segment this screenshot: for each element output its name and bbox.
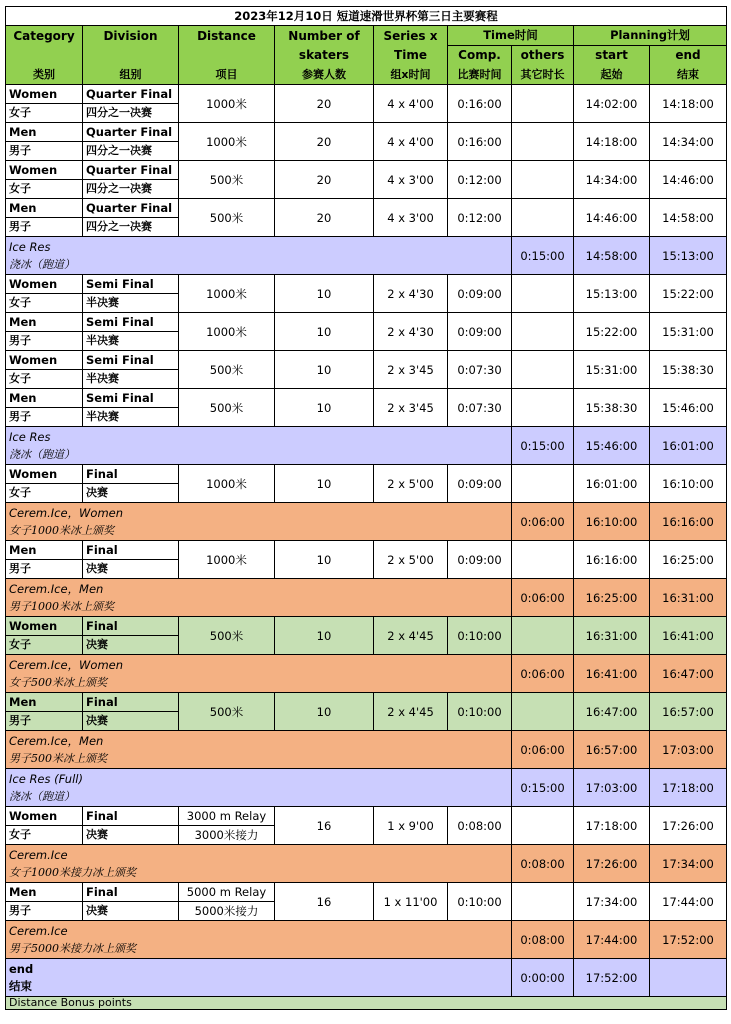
series-cell: 2 x 3'45 — [374, 389, 448, 427]
others-cell — [512, 389, 574, 427]
band-label-zh: 浇冰（跑道） — [9, 447, 75, 461]
start-cell: 16:01:00 — [574, 465, 650, 503]
comp-time-cell: 0:10:00 — [448, 617, 512, 655]
start-cell: 15:31:00 — [574, 351, 650, 389]
series-cell: 4 x 3'00 — [374, 161, 448, 199]
category-en: Men — [6, 199, 82, 218]
start-cell: 16:16:00 — [574, 541, 650, 579]
footer-row — [6, 997, 727, 1010]
header-end: end 结束 — [650, 46, 727, 85]
band-label-zh: 男子1000米冰上颁奖 — [9, 599, 114, 613]
comp-time-cell: 0:09:00 — [448, 275, 512, 313]
division-en: Final — [83, 617, 178, 636]
series-cell: 4 x 4'00 — [374, 123, 448, 161]
category-cell — [6, 313, 83, 351]
band-label-cell — [6, 579, 512, 617]
event-row — [6, 313, 727, 351]
division-zh: 四分之一决赛 — [86, 220, 152, 233]
category-zh: 男子 — [9, 144, 31, 157]
division-cell — [83, 541, 179, 579]
skaters-cell: 10 — [275, 465, 374, 503]
event-row — [6, 389, 727, 427]
others-cell — [512, 541, 574, 579]
start-cell: 17:44:00 — [574, 921, 650, 959]
others-cell: 0:06:00 — [512, 655, 574, 693]
header-planning-group: Planning计划 — [574, 26, 727, 46]
category-en: Women — [6, 275, 82, 294]
distance-cell: 500米 — [179, 351, 275, 389]
header-start: start 起始 — [574, 46, 650, 85]
end-cell: 17:44:00 — [650, 883, 727, 921]
header-division: Division 组别 — [83, 26, 179, 85]
end-cell: 14:34:00 — [650, 123, 727, 161]
start-cell: 16:57:00 — [574, 731, 650, 769]
others-cell — [512, 313, 574, 351]
end-label-zh: 结束 — [9, 978, 32, 993]
comp-time-cell: 0:16:00 — [448, 123, 512, 161]
category-zh: 女子 — [9, 182, 31, 195]
schedule-sheet — [5, 6, 726, 1010]
start-cell: 17:18:00 — [574, 807, 650, 845]
ceremony-row — [6, 655, 727, 693]
others-cell — [512, 161, 574, 199]
event-row — [6, 351, 727, 389]
category-en: Men — [6, 313, 82, 332]
skaters-cell: 20 — [275, 123, 374, 161]
division-en: Semi Final — [83, 351, 178, 370]
series-cell: 2 x 4'30 — [374, 275, 448, 313]
band-label-en: Cerem.Ice，Men — [9, 733, 104, 748]
ceremony-row — [6, 579, 727, 617]
division-en: Final — [83, 693, 178, 712]
others-cell — [512, 807, 574, 845]
category-cell — [6, 85, 83, 123]
category-zh: 女子 — [9, 296, 31, 309]
category-zh: 女子 — [9, 638, 31, 651]
ceremony-row — [6, 731, 727, 769]
end-cell: 16:16:00 — [650, 503, 727, 541]
event-row — [6, 85, 727, 123]
band-label-cell — [6, 237, 512, 275]
distance-cell: 500米 — [179, 693, 275, 731]
category-cell — [6, 807, 83, 845]
band-label-cell — [6, 921, 512, 959]
series-cell: 2 x 5'00 — [374, 541, 448, 579]
others-cell: 0:15:00 — [512, 769, 574, 807]
division-cell — [83, 617, 179, 655]
division-en: Final — [83, 465, 178, 484]
category-en: Men — [6, 123, 82, 142]
end-label-cell — [6, 959, 512, 997]
distance-cell: 1000米 — [179, 541, 275, 579]
others-cell — [512, 275, 574, 313]
start-cell: 16:31:00 — [574, 617, 650, 655]
category-en: Women — [6, 465, 82, 484]
comp-time-cell: 0:12:00 — [448, 199, 512, 237]
others-cell — [512, 85, 574, 123]
category-en: Men — [6, 389, 82, 408]
start-cell: 14:18:00 — [574, 123, 650, 161]
skaters-cell: 10 — [275, 313, 374, 351]
band-label-en: Cerem.Ice，Women — [9, 505, 124, 520]
category-en: Women — [6, 617, 82, 636]
category-zh: 女子 — [9, 106, 31, 119]
header-time-group: Time时间 — [448, 26, 574, 46]
end-cell: 15:46:00 — [650, 389, 727, 427]
band-label-zh: 男子500米冰上颁奖 — [9, 751, 107, 765]
band-label-cell — [6, 769, 512, 807]
end-label-en: end — [9, 961, 34, 976]
event-row — [6, 883, 727, 921]
end-cell: 16:10:00 — [650, 465, 727, 503]
event-row — [6, 541, 727, 579]
category-cell — [6, 161, 83, 199]
comp-time-cell: 0:12:00 — [448, 161, 512, 199]
end-cell: 14:46:00 — [650, 161, 727, 199]
division-cell — [83, 465, 179, 503]
others-cell — [512, 123, 574, 161]
others-cell: 0:06:00 — [512, 731, 574, 769]
division-zh: 四分之一决赛 — [86, 182, 152, 195]
event-row — [6, 275, 727, 313]
category-cell — [6, 275, 83, 313]
event-row — [6, 617, 727, 655]
band-label-en: Ice Res — [9, 239, 51, 254]
division-en: Quarter Final — [83, 199, 178, 218]
category-zh: 女子 — [9, 372, 31, 385]
start-cell: 16:10:00 — [574, 503, 650, 541]
series-cell: 2 x 4'45 — [374, 617, 448, 655]
skaters-cell: 16 — [275, 807, 374, 845]
division-en: Semi Final — [83, 313, 178, 332]
division-cell — [83, 85, 179, 123]
end-cell: 15:38:30 — [650, 351, 727, 389]
start-cell: 14:58:00 — [574, 237, 650, 275]
start-cell: 14:34:00 — [574, 161, 650, 199]
division-zh: 四分之一决赛 — [86, 144, 152, 157]
band-label-zh: 浇冰（跑道） — [9, 789, 75, 803]
end-cell: 17:18:00 — [650, 769, 727, 807]
end-cell: 16:57:00 — [650, 693, 727, 731]
division-zh: 半决赛 — [86, 334, 119, 347]
end-row — [6, 959, 727, 997]
skaters-cell: 10 — [275, 693, 374, 731]
end-cell: 16:47:00 — [650, 655, 727, 693]
ceremony-row — [6, 921, 727, 959]
others-cell — [512, 351, 574, 389]
header-comp: Comp. 比赛时间 — [448, 46, 512, 85]
event-row — [6, 161, 727, 199]
distance-en: 3000 m Relay — [179, 807, 274, 826]
header-skaters: Number of skaters 参赛人数 — [275, 26, 374, 85]
category-zh: 男子 — [9, 334, 31, 347]
band-label-en: Ice Res — [9, 429, 51, 444]
end-cell: 16:01:00 — [650, 427, 727, 465]
ice-resurface-row — [6, 427, 727, 465]
start-cell: 17:03:00 — [574, 769, 650, 807]
series-cell: 1 x 11'00 — [374, 883, 448, 921]
division-en: Quarter Final — [83, 123, 178, 142]
start-cell: 16:47:00 — [574, 693, 650, 731]
footer-note: Distance Bonus points — [6, 997, 727, 1010]
division-cell — [83, 351, 179, 389]
others-cell: 0:15:00 — [512, 237, 574, 275]
category-zh: 男子 — [9, 714, 31, 727]
band-label-cell — [6, 655, 512, 693]
distance-en: 5000 m Relay — [179, 883, 274, 902]
band-label-cell — [6, 503, 512, 541]
division-en: Final — [83, 541, 178, 560]
distance-cell: 1000米 — [179, 465, 275, 503]
event-row — [6, 123, 727, 161]
event-row — [6, 465, 727, 503]
division-en: Quarter Final — [83, 161, 178, 180]
header-series: Series x Time 组x时间 — [374, 26, 448, 85]
end-cell — [650, 959, 727, 997]
event-row — [6, 199, 727, 237]
distance-cell: 500米 — [179, 617, 275, 655]
end-cell: 17:03:00 — [650, 731, 727, 769]
skaters-cell: 10 — [275, 351, 374, 389]
category-cell — [6, 883, 83, 921]
comp-time-cell: 0:09:00 — [448, 541, 512, 579]
end-cell: 16:31:00 — [650, 579, 727, 617]
others-cell: 0:08:00 — [512, 845, 574, 883]
division-cell — [83, 123, 179, 161]
event-row — [6, 807, 727, 845]
end-cell: 17:52:00 — [650, 921, 727, 959]
distance-zh: 5000米接力 — [194, 904, 259, 918]
end-cell: 14:18:00 — [650, 85, 727, 123]
band-label-zh: 男子5000米接力冰上颁奖 — [9, 941, 136, 955]
end-cell: 16:25:00 — [650, 541, 727, 579]
band-label-zh: 浇冰（跑道） — [9, 257, 75, 271]
division-zh: 决赛 — [86, 904, 108, 917]
category-en: Men — [6, 883, 82, 902]
band-label-en: Cerem.Ice，Women — [9, 657, 124, 672]
series-cell: 4 x 4'00 — [374, 85, 448, 123]
comp-time-cell: 0:07:30 — [448, 351, 512, 389]
start-cell: 14:46:00 — [574, 199, 650, 237]
skaters-cell: 20 — [275, 161, 374, 199]
others-cell — [512, 199, 574, 237]
series-cell: 1 x 9'00 — [374, 807, 448, 845]
division-zh: 决赛 — [86, 638, 108, 651]
distance-cell: 500米 — [179, 199, 275, 237]
header-category: Category 类别 — [6, 26, 83, 85]
ice-resurface-row — [6, 237, 727, 275]
start-cell: 17:34:00 — [574, 883, 650, 921]
distance-cell: 1000米 — [179, 275, 275, 313]
others-cell: 0:00:00 — [512, 959, 574, 997]
category-en: Women — [6, 161, 82, 180]
comp-time-cell: 0:08:00 — [448, 807, 512, 845]
division-cell — [83, 693, 179, 731]
others-cell — [512, 617, 574, 655]
end-cell: 15:31:00 — [650, 313, 727, 351]
category-cell — [6, 389, 83, 427]
others-cell: 0:06:00 — [512, 579, 574, 617]
skaters-cell: 16 — [275, 883, 374, 921]
distance-zh: 3000米接力 — [194, 828, 259, 842]
category-en: Women — [6, 351, 82, 370]
skaters-cell: 10 — [275, 389, 374, 427]
distance-cell: 1000米 — [179, 313, 275, 351]
end-cell: 14:58:00 — [650, 199, 727, 237]
division-cell — [83, 313, 179, 351]
band-label-cell — [6, 731, 512, 769]
division-zh: 决赛 — [86, 828, 108, 841]
distance-cell: 500米 — [179, 161, 275, 199]
series-cell: 4 x 3'00 — [374, 199, 448, 237]
ceremony-row — [6, 503, 727, 541]
start-cell: 17:26:00 — [574, 845, 650, 883]
start-cell: 15:22:00 — [574, 313, 650, 351]
end-cell: 17:26:00 — [650, 807, 727, 845]
start-cell: 15:38:30 — [574, 389, 650, 427]
category-zh: 男子 — [9, 562, 31, 575]
page-title: 2023年12月10日 短道速滑世界杯第三日主要赛程 — [6, 7, 727, 26]
category-zh: 男子 — [9, 220, 31, 233]
division-zh: 四分之一决赛 — [86, 106, 152, 119]
skaters-cell: 10 — [275, 617, 374, 655]
start-cell: 16:25:00 — [574, 579, 650, 617]
skaters-cell: 20 — [275, 199, 374, 237]
band-label-cell — [6, 427, 512, 465]
category-en: Women — [6, 807, 82, 826]
division-cell — [83, 275, 179, 313]
comp-time-cell: 0:16:00 — [448, 85, 512, 123]
division-zh: 半决赛 — [86, 410, 119, 423]
distance-cell: 1000米 — [179, 123, 275, 161]
category-en: Men — [6, 541, 82, 560]
skaters-cell: 10 — [275, 541, 374, 579]
end-cell: 15:22:00 — [650, 275, 727, 313]
comp-time-cell: 0:09:00 — [448, 465, 512, 503]
category-cell — [6, 199, 83, 237]
division-en: Semi Final — [83, 389, 178, 408]
comp-time-cell: 0:10:00 — [448, 693, 512, 731]
category-en: Women — [6, 85, 82, 104]
category-cell — [6, 617, 83, 655]
division-cell — [83, 807, 179, 845]
division-cell — [83, 199, 179, 237]
series-cell: 2 x 3'45 — [374, 351, 448, 389]
division-cell — [83, 883, 179, 921]
category-zh: 男子 — [9, 410, 31, 423]
band-label-en: Cerem.Ice，Men — [9, 581, 104, 596]
band-label-zh: 女子1000米冰上颁奖 — [9, 523, 114, 537]
others-cell: 0:06:00 — [512, 503, 574, 541]
category-cell — [6, 541, 83, 579]
header-distance: Distance 项目 — [179, 26, 275, 85]
others-cell: 0:15:00 — [512, 427, 574, 465]
category-cell — [6, 123, 83, 161]
series-cell: 2 x 4'45 — [374, 693, 448, 731]
category-zh: 男子 — [9, 904, 31, 917]
start-cell: 16:41:00 — [574, 655, 650, 693]
division-zh: 半决赛 — [86, 296, 119, 309]
comp-time-cell: 0:09:00 — [448, 313, 512, 351]
others-cell — [512, 883, 574, 921]
end-cell: 17:34:00 — [650, 845, 727, 883]
category-zh: 女子 — [9, 828, 31, 841]
skaters-cell: 10 — [275, 275, 374, 313]
ceremony-row — [6, 845, 727, 883]
category-zh: 女子 — [9, 486, 31, 499]
division-zh: 半决赛 — [86, 372, 119, 385]
others-cell — [512, 465, 574, 503]
distance-cell: 1000米 — [179, 85, 275, 123]
distance-cell — [179, 883, 275, 921]
division-en: Quarter Final — [83, 85, 178, 104]
band-label-en: Cerem.Ice — [9, 847, 68, 862]
start-cell: 15:46:00 — [574, 427, 650, 465]
band-label-en: Cerem.Ice — [9, 923, 68, 938]
distance-cell: 500米 — [179, 389, 275, 427]
header-others: others 其它时长 — [512, 46, 574, 85]
ice-resurface-row — [6, 769, 727, 807]
series-cell: 2 x 4'30 — [374, 313, 448, 351]
others-cell: 0:08:00 — [512, 921, 574, 959]
division-cell — [83, 161, 179, 199]
distance-cell — [179, 807, 275, 845]
category-cell — [6, 465, 83, 503]
band-label-cell — [6, 845, 512, 883]
start-cell: 14:02:00 — [574, 85, 650, 123]
division-en: Final — [83, 807, 178, 826]
division-zh: 决赛 — [86, 562, 108, 575]
division-cell — [83, 389, 179, 427]
band-label-en: Ice Res (Full) — [9, 771, 83, 786]
category-cell — [6, 693, 83, 731]
category-en: Men — [6, 693, 82, 712]
comp-time-cell: 0:07:30 — [448, 389, 512, 427]
division-zh: 决赛 — [86, 714, 108, 727]
band-label-zh: 女子1000米接力冰上颁奖 — [9, 865, 136, 879]
division-zh: 决赛 — [86, 486, 108, 499]
schedule-table — [5, 6, 727, 1010]
band-label-zh: 女子500米冰上颁奖 — [9, 675, 107, 689]
division-en: Final — [83, 883, 178, 902]
start-cell: 17:52:00 — [574, 959, 650, 997]
skaters-cell: 20 — [275, 85, 374, 123]
end-cell: 15:13:00 — [650, 237, 727, 275]
end-cell: 16:41:00 — [650, 617, 727, 655]
category-cell — [6, 351, 83, 389]
division-en: Semi Final — [83, 275, 178, 294]
comp-time-cell: 0:10:00 — [448, 883, 512, 921]
series-cell: 2 x 5'00 — [374, 465, 448, 503]
others-cell — [512, 693, 574, 731]
start-cell: 15:13:00 — [574, 275, 650, 313]
event-row — [6, 693, 727, 731]
